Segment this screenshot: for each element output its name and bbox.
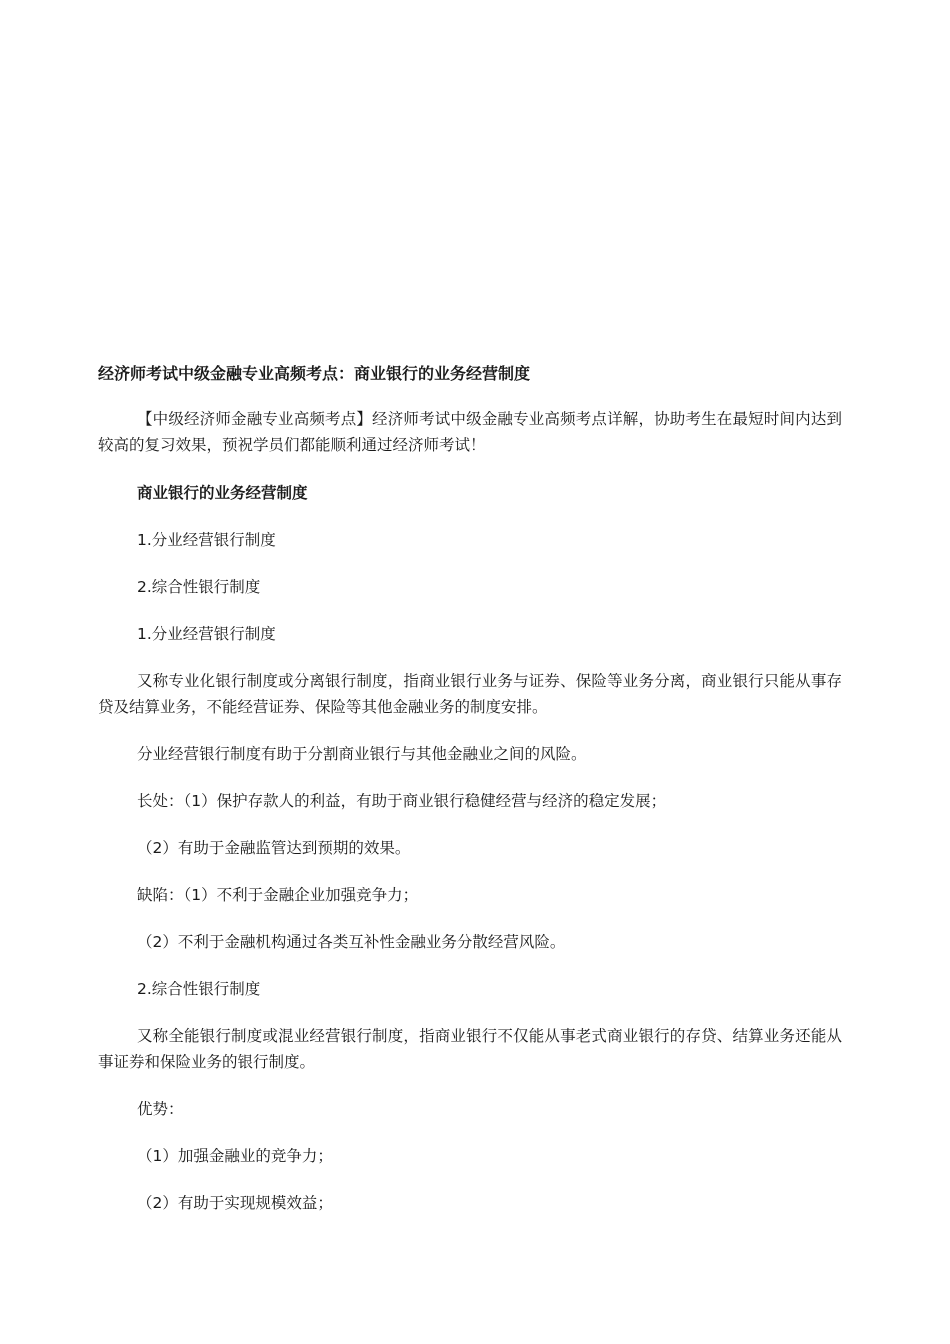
advantage-line-2: （2）有助于金融监管达到预期的效果。	[137, 839, 411, 857]
section-heading: 商业银行的业务经营制度	[137, 484, 308, 502]
outline-item-2: 2.综合性银行制度	[137, 578, 261, 596]
advantage-line-1: 长处：（1）保护存款人的利益，有助于商业银行稳健经营与经济的稳定发展；	[137, 792, 667, 810]
advantage-item-1: （1）加强金融业的竞争力；	[137, 1147, 333, 1165]
intro-paragraph: 【中级经济师金融专业高频考点】经济师考试中级金融专业高频考点详解，协助考生在最短时间内达到较高的复习效果，预祝学员们都能顺利通过经济师考试！	[98, 410, 842, 454]
disadvantage-line-2: （2）不利于金融机构通过各类互补性金融业务分散经营风险。	[137, 933, 566, 951]
definition-paragraph-1: 又称专业化银行制度或分离银行制度，指商业银行业务与证券、保险等业务分离，商业银行只能从事存贷及结算业务，不能经营证券、保险等其他金融业务的制度安排。	[98, 672, 842, 716]
advantage-item-2: （2）有助于实现规模效益；	[137, 1194, 333, 1212]
advantage-label: 优势：	[137, 1100, 184, 1118]
disadvantage-line-1: 缺陷：（1）不利于金融企业加强竞争力；	[137, 886, 419, 904]
document-title: 经济师考试中级金融专业高频考点：商业银行的业务经营制度	[98, 364, 531, 383]
subsection-heading-1: 1.分业经营银行制度	[137, 625, 276, 643]
definition-paragraph-2: 又称全能银行制度或混业经营银行制度，指商业银行不仅能从事老式商业银行的存贷、结算业务还能从事证券和保险业务的银行制度。	[98, 1027, 842, 1071]
subsection-heading-2: 2.综合性银行制度	[137, 980, 261, 998]
outline-item-1: 1.分业经营银行制度	[137, 531, 276, 549]
risk-statement: 分业经营银行制度有助于分割商业银行与其他金融业之间的风险。	[137, 745, 587, 763]
